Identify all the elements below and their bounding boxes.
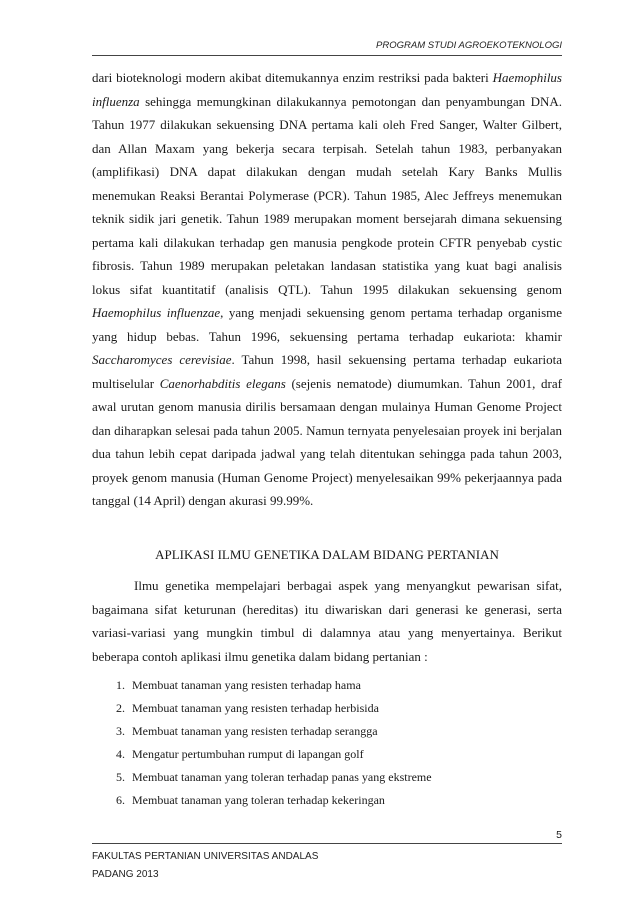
paragraph-text: dari bioteknologi modern akibat ditemukannya enzim restriksi pada bakteri [92, 70, 493, 85]
paragraph-text: sehingga memungkinan dilakukannya pemotongan dan penyambungan DNA. Tahun 1977 dilakukan sekuensing DNA pertama kali oleh Fred Sanger, Walter Gilbert, dan Allan Maxam yang bekerja secara terpisah. Setelah tahun 1983, perbanyakan (amplifikasi) DNA dapat dilakukan dengan mudah setelah Kary Banks Mullis menemukan Reaksi Berantai Polymerase (PCR). Tahun 1985, Alec Jeffreys menemukan teknik sidik jari genetik. Tahun 1989 merupakan moment bersejarah dimana sekuensing pertama kali dilakukan terhadap gen manusia pengkode protein CFTR penyebab cystic fibrosis. Tahun 1989 merupakan peletakan landasan statistika yang kuat bagi analisis lokus sifat kuantitatif (analisis QTL). Tahun 1995 dilakukan sekuensing genom [92, 93, 562, 297]
list-item: 6. Membuat tanaman yang toleran terhadap kekeringan [128, 789, 562, 812]
list-item: 1. Membuat tanaman yang resisten terhadap hama [128, 674, 562, 697]
species-name: Saccharomyces cerevisiae [92, 352, 232, 367]
footer-institution: FAKULTAS PERTANIAN UNIVERSITAS ANDALAS [92, 851, 319, 862]
section-spacer [92, 513, 562, 543]
section-heading: APLIKASI ILMU GENETIKA DALAM BIDANG PERTANIAN [155, 546, 499, 562]
section-intro: Ilmu genetika mempelajari berbagai aspek yang menyangkut pewarisan sifat, bagaimana sifat keturunan (hereditas) itu diwariskan dari generasi ke generasi, serta variasi-variasi yang mungkin timbul di dalamnya atau yang menyertainya. Berikut beberapa contoh aplikasi ilmu genetika dalam bidang pertanian : [92, 578, 562, 664]
applications-list [92, 674, 562, 812]
list-item: 4. Mengatur pertumbuhan rumput di lapangan golf [128, 743, 562, 766]
paragraph-text: (sejenis nematode) diumumkan. Tahun 2001, draf awal urutan genom manusia dirilis bersamaan dengan mulainya Human Genome Project dan diharapkan selesai pada tahun 2005. Namun ternyata penyelesaian proyek ini berjalan dua tahun lebih cepat daripada jadwal yang telah ditentukan sehingga pada tahun 2003, proyek genom manusia (Human Genome Project) menyelesaikan 99% pekerjaannya pada tanggal (14 April) dengan akurasi 99.99%. [92, 375, 562, 508]
species-name: Caenorhabditis elegans [159, 375, 286, 391]
paragraph-text: , yang menjadi sekuensing genom pertama terhadap organisme yang hidup bebas. Tahun 1996, sekuensing pertama terhadap eukariota: khamir [92, 305, 563, 344]
list-item: 3. Membuat tanaman yang resisten terhadap serangga [128, 720, 562, 743]
footer [92, 848, 318, 884]
list-item: 5. Membuat tanaman yang toleran terhadap panas yang ekstreme [128, 766, 562, 789]
page-body [92, 66, 562, 812]
paragraph-history [92, 66, 562, 513]
species-name: Haemophilus influenza [92, 70, 562, 109]
header-divider [92, 55, 562, 56]
list-item: 2. Membuat tanaman yang resisten terhadap herbisida [128, 697, 562, 720]
paragraph-text: . Tahun 1998, hasil sekuensing pertama terhadap eukariota multiselular [92, 352, 562, 391]
footer-divider [92, 843, 562, 844]
page-number: 5 [556, 829, 562, 841]
running-header: PROGRAM STUDI AGROEKOTEKNOLOGI [376, 40, 562, 51]
footer-location-year: PADANG 2013 [92, 869, 159, 880]
species-name: Haemophilus influenzae [92, 305, 221, 320]
